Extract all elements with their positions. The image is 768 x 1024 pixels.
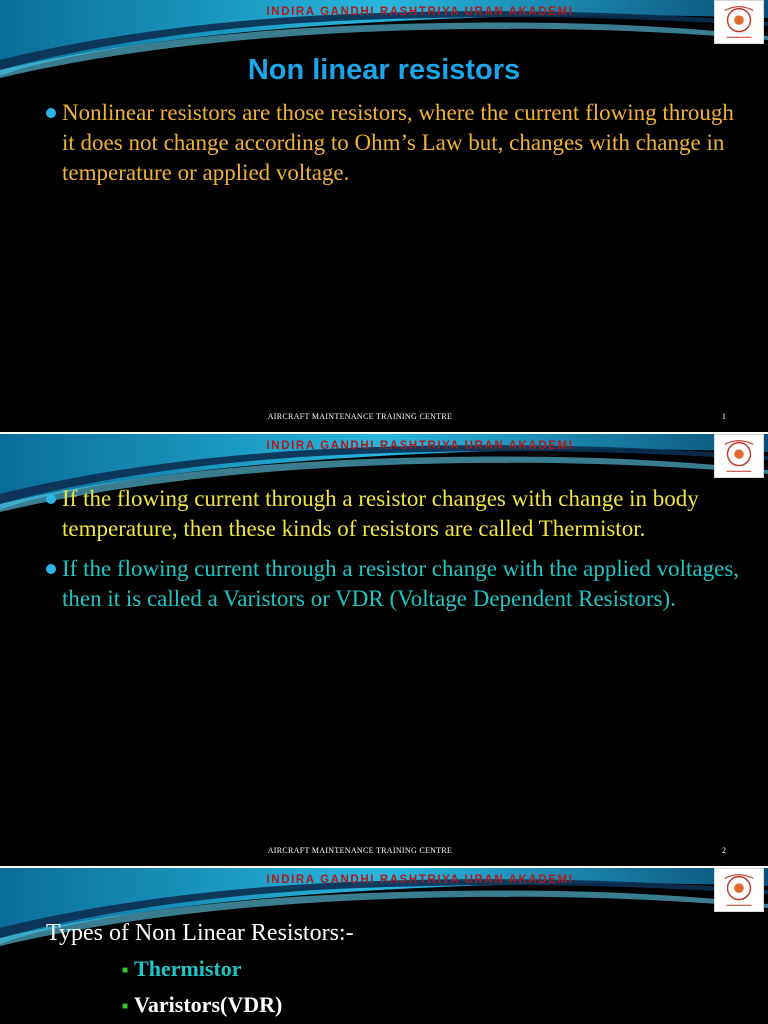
bullet-item: [46, 98, 746, 188]
square-bullet-icon: ■: [122, 965, 129, 977]
square-bullet-icon: ■: [122, 1001, 129, 1013]
bullet-icon: [46, 108, 56, 118]
bullet-list: [46, 484, 746, 624]
type-item-label: Varistors(VDR): [134, 992, 283, 1017]
academy-logo: [714, 434, 764, 478]
slide-title: Non linear resistors: [247, 54, 521, 86]
page-number: 1: [722, 412, 726, 421]
bullet-list: [46, 98, 746, 198]
slide-1: [0, 0, 768, 432]
type-item-thermistor: [122, 956, 242, 982]
type-item-varistors: [122, 992, 282, 1018]
type-item-label: Thermistor: [134, 956, 242, 981]
bullet-text: If the flowing current through a resistor change with the applied voltages, then it is called a Varistors or VDR (Voltage Dependent Resistors).: [62, 556, 740, 611]
slide-3: [0, 868, 768, 1024]
page-number: 2: [722, 846, 726, 855]
bullet-text: If the flowing current through a resistor changes with change in body temperature, then these kinds of resistors are called Thermistor.: [62, 486, 699, 541]
bullet-item: [46, 484, 746, 544]
bullet-icon: [46, 564, 56, 574]
footer-centre-name: AIRCRAFT MAINTENANCE TRAINING CENTRE: [267, 412, 453, 421]
academy-name: INDIRA GANDHI RASHTRIYA URAN AKADEMI: [266, 440, 574, 452]
bullet-text: Nonlinear resistors are those resistors, where the current flowing through it does not change according to Ohm’s Law but, changes with change in temperature or applied voltage.: [62, 100, 734, 185]
bullet-item: [46, 554, 746, 614]
academy-logo: [714, 0, 764, 44]
slide-2: [0, 434, 768, 866]
footer-centre-name: AIRCRAFT MAINTENANCE TRAINING CENTRE: [267, 846, 453, 855]
academy-name: INDIRA GANDHI RASHTRIYA URAN AKADEMI: [266, 874, 574, 886]
academy-logo: [714, 868, 764, 912]
bullet-icon: [46, 494, 56, 504]
academy-name: INDIRA GANDHI RASHTRIYA URAN AKADEMI: [266, 6, 574, 18]
types-heading: Types of Non Linear Resistors:-: [46, 920, 354, 946]
